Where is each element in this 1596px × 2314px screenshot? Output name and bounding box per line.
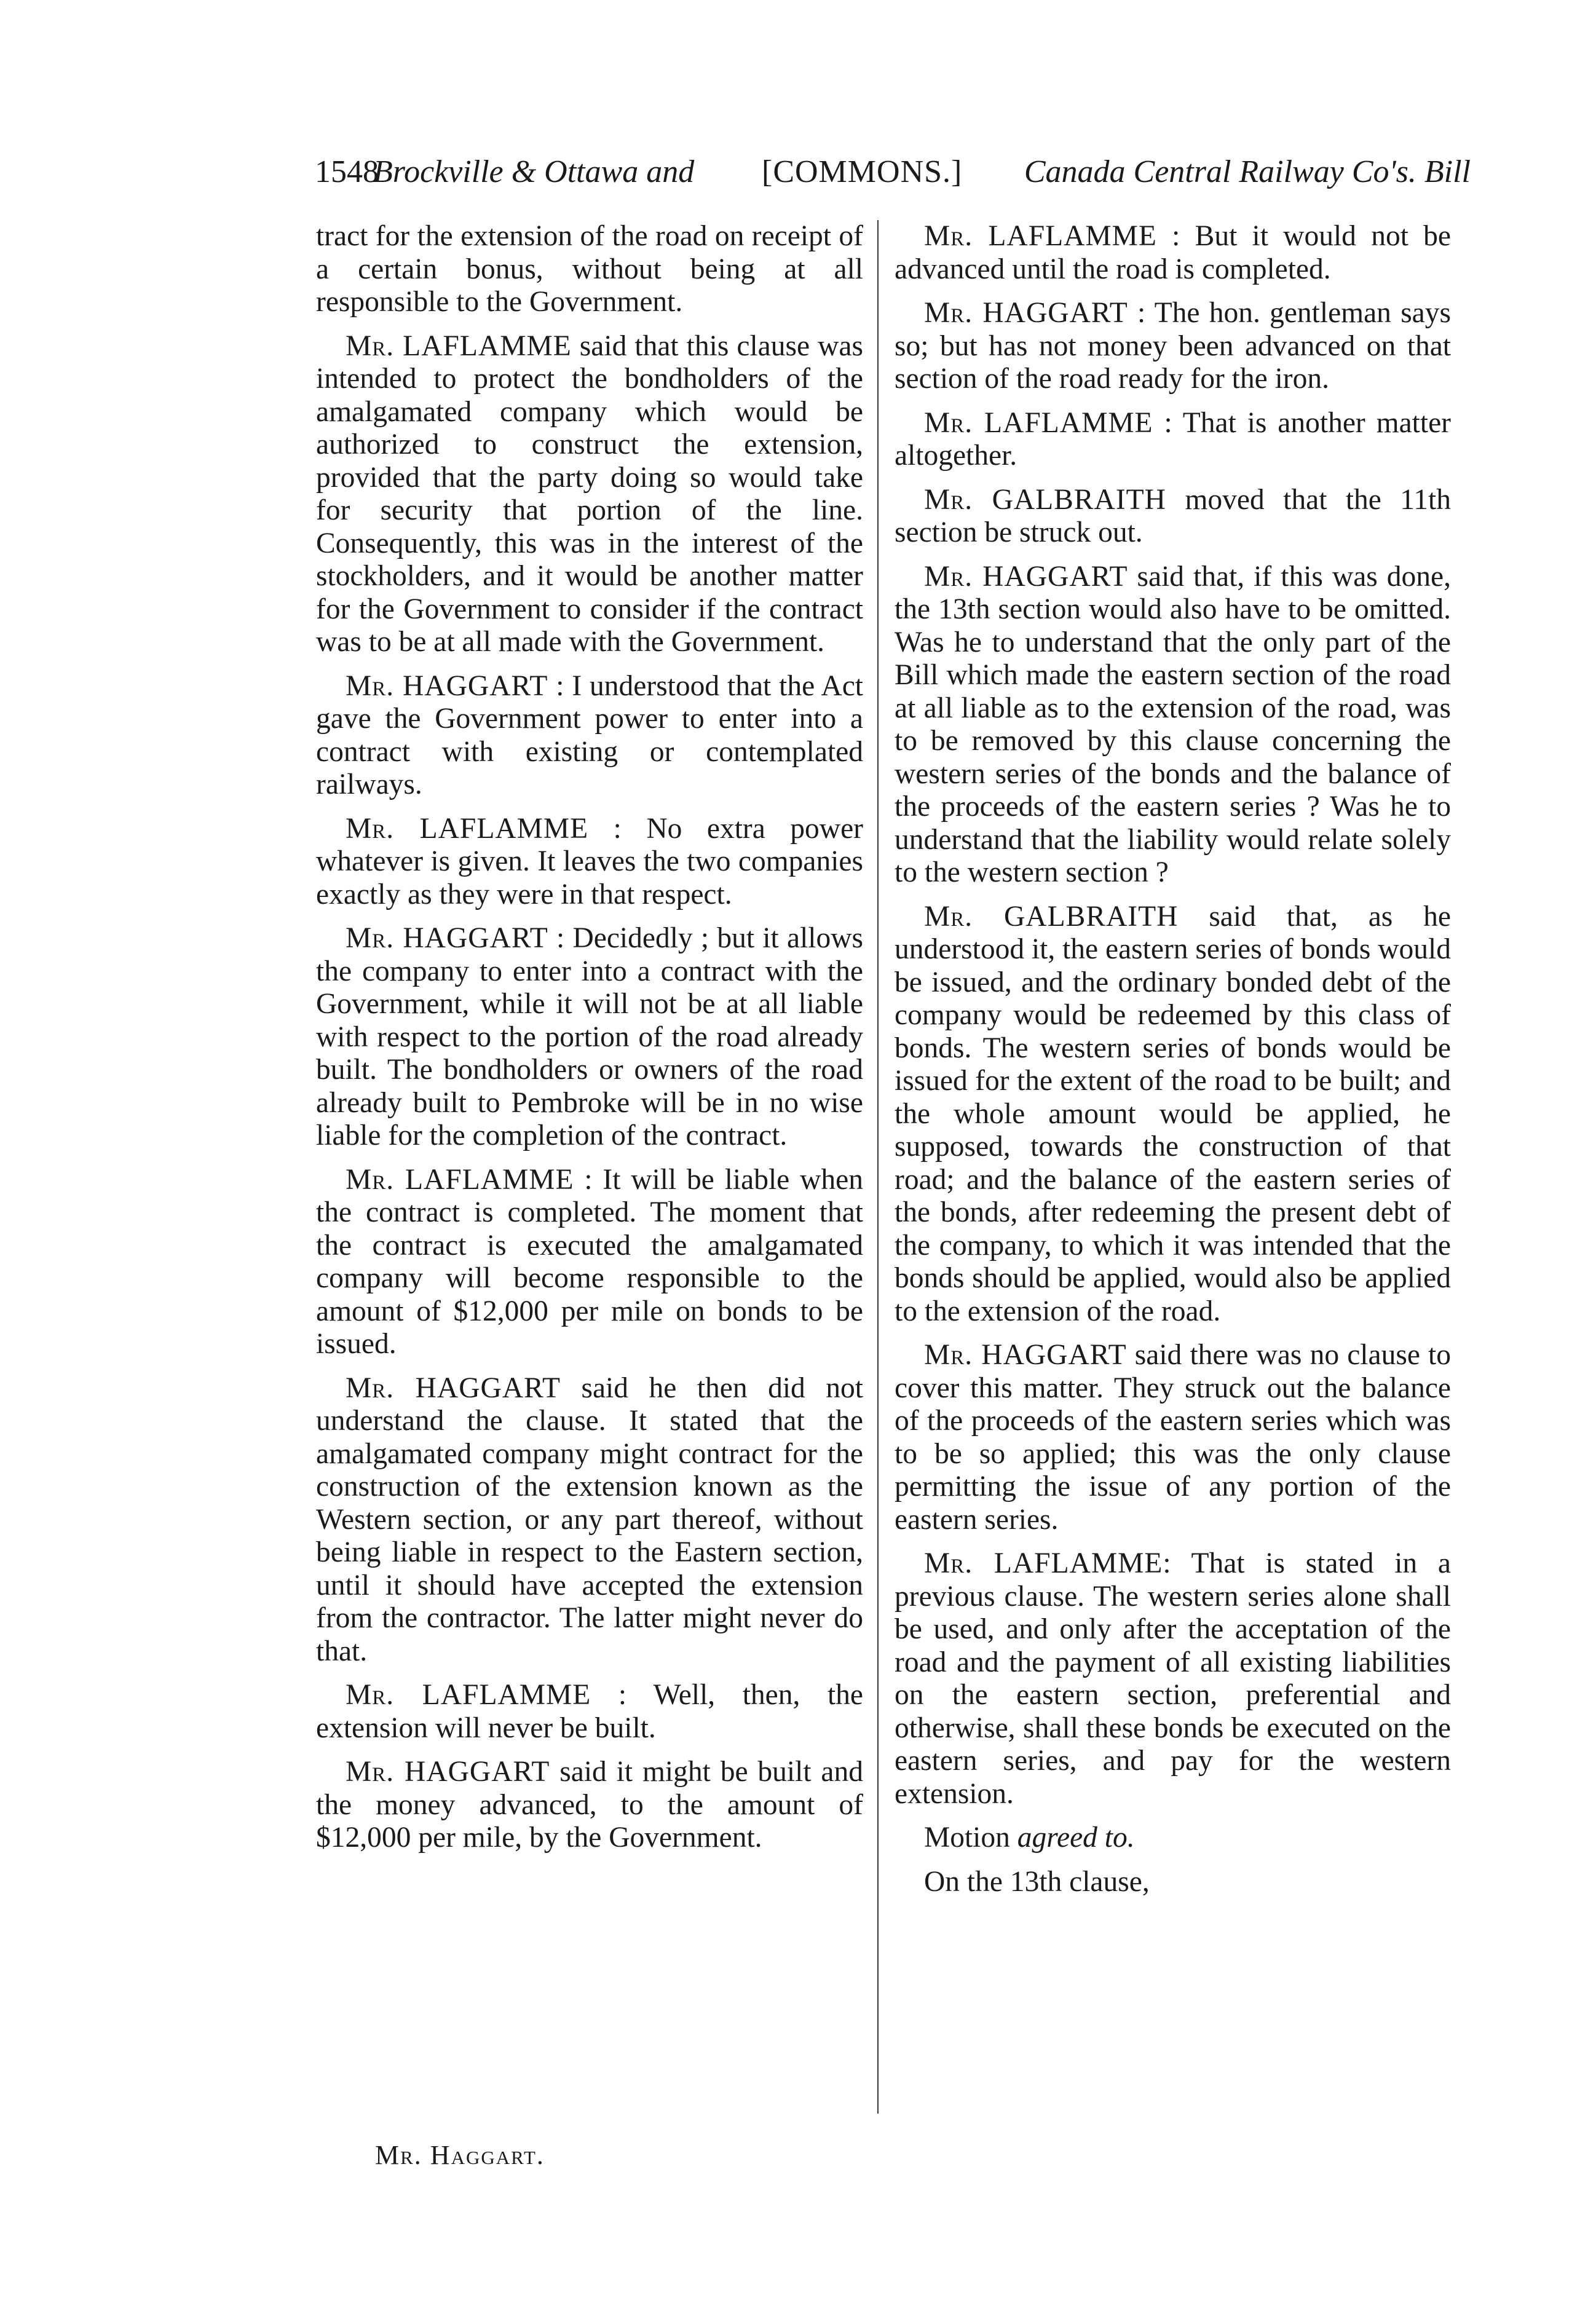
speaker-name: Mr. HAGGART: [924, 297, 1128, 329]
column-divider: [877, 220, 879, 2114]
paragraph-text: said that, as he understood it, the eastern series of bonds would be issued, and the ordinary bonded debt of the company would be redeemed by this class of bonds. The western series of bonds would be issued for the extent of the road to be built; and the whole amount would be applied, he supposed, towards the construction of that road; and the balance of the eastern series of the bonds, after redeeming the present debt of the company, to which it was intended that the bonds should be applied, would also be applied to the extension of the road.: [895, 900, 1451, 1327]
header-right-title: Canada Central Railway Co's. Bill: [1024, 154, 1471, 189]
left-column: [316, 220, 863, 1866]
paragraph-text: : That is another matter altogether.: [895, 406, 1451, 472]
paragraph-text: said there was no clause to cover this matter. They struck out the balance of the proceeds of the eastern series which was to be so applied; this was the only clause permitting the issue of any portion of the eastern series.: [895, 1339, 1451, 1536]
paragraph: [895, 901, 1451, 1329]
speaker-name: Mr. LAFLAMME: [346, 1679, 591, 1711]
paragraph-text: : But it would not be advanced until the road is completed.: [895, 220, 1451, 285]
speaker-name: Mr. LAFLAMME: [924, 1547, 1163, 1579]
speaker-name: Mr. GALBRAITH: [924, 900, 1179, 933]
paragraph: [316, 220, 863, 319]
speaker-name: Mr. HAGGART: [346, 922, 548, 954]
speaker-name: Mr. LAFLAMME: [346, 1163, 574, 1196]
paragraph-text: : Well, then, the extension will never be built.: [316, 1679, 863, 1744]
motion-line: [895, 1822, 1451, 1855]
paragraph: [316, 1756, 863, 1855]
paragraph-text: : That is stated in a previous clause. The western series alone shall be used, and only after the acceptation of the road and the payment of all existing liabilities on the eastern section, preferential and otherwise, shall these bonds be executed on the eastern series, and pay for the western extension.: [895, 1547, 1451, 1810]
paragraph: [316, 330, 863, 659]
speaker-name: Mr. LAFLAMME: [346, 812, 589, 845]
paragraph-text: : I understood that the Act gave the Government power to enter into a contract with existing or contemplated railways.: [316, 669, 863, 800]
right-column: [895, 220, 1451, 1909]
paragraph: [316, 1372, 863, 1668]
paragraph-text: : Decidedly ; but it allows the company to enter into a contract with the Government, while it will not be at all liable with respect to the portion of the road already built. The bondholders or owners of the road already built to Pembroke will be in no wise liable for the completion of the contract.: [316, 922, 863, 1151]
paragraph: [895, 561, 1451, 890]
header-left-title: Brockville & Ottawa and: [373, 154, 695, 189]
footer-catchword: Mr. Haggart.: [375, 2140, 545, 2170]
speaker-name: Mr. LAFLAMME: [924, 220, 1157, 252]
speaker-name: Mr. HAGGART: [346, 669, 548, 702]
clause-text: On the 13th clause,: [924, 1865, 1150, 1898]
paragraph-text: : The hon. gentleman says so; but has not money been advanced on that section of the road ready for the iron.: [895, 297, 1451, 395]
speaker-name: Mr. HAGGART: [346, 1756, 550, 1788]
paragraph-text: : No extra power whatever is given. It leaves the two companies exactly as they were in that respect.: [316, 812, 863, 910]
header-chamber: [COMMONS.]: [762, 154, 963, 189]
paragraph: [316, 670, 863, 802]
paragraph-text: said that this clause was intended to protect the bondholders of the amalgamated company which would be authorized to construct the extension, provided that the party doing so would take for security that portion of the line. Consequently, this was in the interest of the stockholders, and it would be another matter for the Government to consider if the contract was to be at all made with the Government.: [316, 330, 863, 658]
motion-prefix: Motion: [924, 1822, 1017, 1854]
speaker-name: Mr. HAGGART: [924, 1339, 1127, 1371]
speaker-name: Mr. GALBRAITH: [924, 483, 1166, 516]
page-number: 1548: [315, 154, 379, 189]
motion-outcome: agreed to.: [1017, 1822, 1135, 1854]
clause-line: [895, 1866, 1451, 1899]
paragraph: [895, 297, 1451, 396]
paragraph-text: said it might be built and the money advanced, to the amount of $12,000 per mile, by the Government.: [316, 1756, 863, 1854]
paragraph-text: tract for the extension of the road on receipt of a certain bonus, without being at all responsible to the Government.: [316, 220, 863, 318]
paragraph: [316, 922, 863, 1153]
paragraph: [316, 1679, 863, 1745]
paragraph: [895, 484, 1451, 550]
paragraph: [316, 1164, 863, 1361]
paragraph: [895, 1339, 1451, 1536]
paragraph-text: : It will be liable when the contract is completed. The moment that the contract is executed the amalgamated company will become responsible to the amount of $12,000 per mile on bonds to be issued.: [316, 1163, 863, 1360]
paragraph-text: moved that the 11th section be struck out.: [895, 483, 1451, 548]
paragraph: [895, 1547, 1451, 1811]
paragraph: [316, 813, 863, 912]
paragraph-text: said that, if this was done, the 13th section would also have to be omitted. Was he to understand that the only part of the Bill which made the eastern section of the road at all liable as to the extension of the road, was to be removed by this clause concerning the western series of the bonds and the balance of the proceeds of the eastern series ? Was he to understand that the liability would relate solely to the western section ?: [895, 560, 1452, 888]
speaker-name: Mr. LAFLAMME: [346, 330, 572, 362]
paragraph-text: said he then did not understand the clause. It stated that the amalgamated company might contract for the construction of the extension known as the Western section, or any part thereof, without being liable in respect to the Eastern section, until it should have accepted the extension from the contractor. The latter might never do that.: [316, 1372, 863, 1667]
speaker-name: Mr. HAGGART: [346, 1372, 561, 1404]
speaker-name: Mr. LAFLAMME: [924, 406, 1153, 439]
paragraph: [895, 407, 1451, 473]
running-header: [315, 154, 1471, 197]
paragraph: [895, 220, 1451, 286]
speaker-name: Mr. HAGGART: [924, 560, 1128, 593]
